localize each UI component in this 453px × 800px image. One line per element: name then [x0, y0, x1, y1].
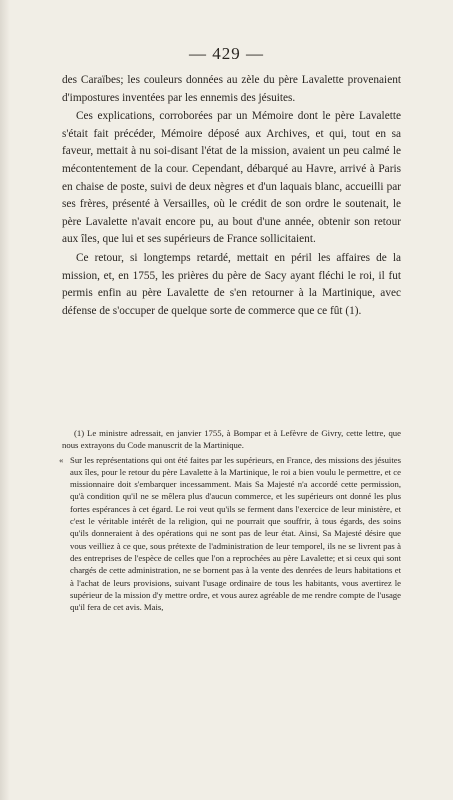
footnote-intro: (1) Le ministre adressait, en janvier 1755, à Bompar et à Lefèvre de Givry, cette lettre, que nous extrayons du Code manuscrit de la Martinique.	[62, 428, 401, 451]
quote-mark: «	[59, 454, 64, 465]
paragraph: des Caraïbes; les couleurs données au zèle du père Lavalette provenaient d'impostures inventées par les ennemis des jésuites.	[62, 74, 401, 104]
page-number: — 429 —	[189, 44, 264, 63]
page-gutter-shadow	[0, 0, 10, 800]
footnote-quote	[59, 454, 401, 614]
footnote	[59, 427, 401, 613]
footnote-quote-text: Sur les représentations qui ont été faites par les supérieurs, en France, des missions des jésuites aux îles, pour le retour du père Lavalette à la Martinique, le roi a bien voulu le permettre, et ce missionnaire doit s'embarquer incessamment. Mais Sa Majesté n'a accordé cette permission, qu'à condition qu'il ne se mêlera plus d'aucun commerce, et les supérieurs ont donné les plus fortes espérances à cet égard. Le roi veut qu'ils se ferment dans l'exercice de leur ministère, et c'est le véritable intérêt de la religion, qui ne pourrait que souffrir, à tous égards, des soins qu'ils donneraient à des opérations qui ne sont pas de leur état. Ainsi, Sa Majesté désire que vous veilliez à ce que, sous prétexte de l'administration de leur temporel, ils ne se livrent pas à des entreprises de l'espèce de celles que l'on a reprochées au père Lavalette; et si ceux qui sont chargés de cette administration, ne se bornent pas à la vente des denrées de leurs habitations et à l'achat de leurs provisions, suivant l'usage ordinaire de tous les habitants, vous avertirez le supérieur de la mission d'y mettre ordre, et vous aurez agréable de me rendre compte de l'usage qu'il fera de cet avis. Mais,	[70, 454, 401, 613]
paragraph: Ces explications, corroborées par un Mémoire dont le père Lavalette s'était fait précéder, Mémoire déposé aux Archives, et qui, tout en sa faveur, mettait à nu soi-disant l'état de la mission, avaient un peu calmé le mécontentement de la cour. Cependant, débarqué au Havre, arrivé à Paris en chaise de poste, suivi de deux nègres et d'un laquais blanc, accueilli par ses frères, présenté à Versailles, où le crédit de son ordre le soutenait, le père Lavalette n'avait encore pu, au bout d'une année, obtenir son retour aux îles, que lui et ses supérieurs de France sollicitaient.	[62, 110, 401, 246]
main-text	[62, 72, 401, 320]
paragraph: Ce retour, si longtemps retardé, mettait en péril les affaires de la mission, et, en 1755, les prières du père de Sacy ayant fléchi le roi, il fut permis enfin au père Lavalette de s'en retourner à la Martinique, avec défense de s'occuper de quelque sorte de commerce que ce fût (1).	[62, 251, 401, 317]
